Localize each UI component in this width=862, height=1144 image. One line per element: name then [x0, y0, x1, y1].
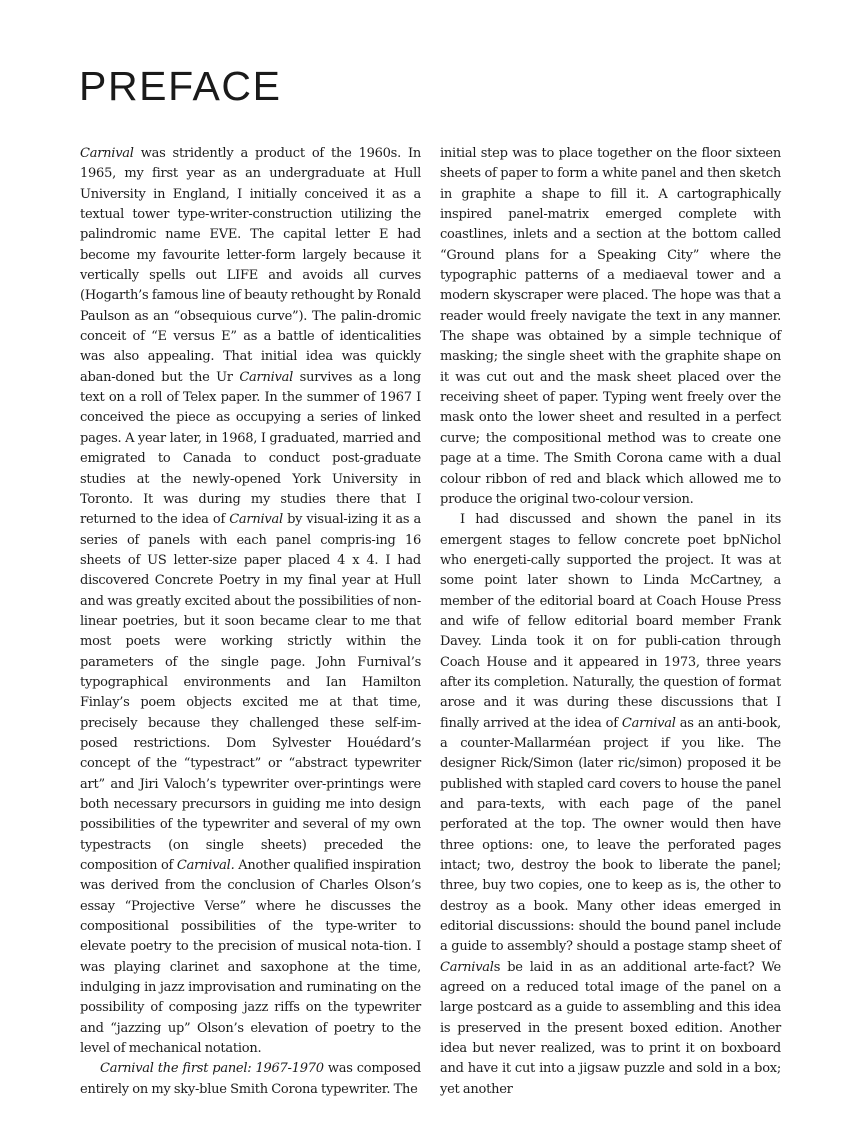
paragraph-text: survives as a long text on a roll of Telex paper. In the summer of 1967 I conceived the piece as occupying a series of linked pages. A year later, in 1968, I graduated, married and emigrated to Canada to conduct post-graduate studies at the newly-opened York University in Toronto. It was during my studies there that I returned to the idea of — [80, 369, 421, 528]
paragraph — [80, 1059, 421, 1100]
paragraph-text: s be laid in as an additional arte-fact? We agreed on a reduced total image of the panel on a large postcard as a guide to assembling and this idea is preserved in the present boxed edition. Another idea but never realized, was to print it on boxboard and have it cut into a jigsaw puzzle and sold in a box; yet another — [440, 959, 781, 1097]
paragraph-text: I had discussed and shown the panel in its emergent stages to fellow concrete poet bpNichol who energeti-cally supported the project. It was at some point later shown to Linda McCartney, a member of the editorial board at Coach House Press and wife of fellow editorial board member Frank Davey. Linda took it on for publi-cation through Coach House and it appeared in 1973, three years after its completion. Naturally, the question of format arose and it was during these discussions that I finally arrived at the idea of — [440, 512, 781, 731]
paragraph-text: by visual-izing it as a series of panels with each panel compris-ing 16 sheets of US letter-size paper placed 4 x 4. I had discovered Concrete Poetry in my final year at Hull and was greatly excited about the possibilities of non-linear poetries, but it soon became clear to me that most poets were working strictly within the parameters of the single page. John Furnival’s typographical environments and Ian Hamilton Finlay’s poem objects excited me at that time, precisely because they challenged these self-im-posed restrictions. Dom Sylvester Houédard’s concept of the “typestract” or “abstract typewriter art” and Jiri Valoch’s typewriter over-printings were both necessary precursors in guiding me into design possibilities of the typewriter and several of my own typestracts (on single sheets) preceded the composition of — [80, 512, 421, 874]
paragraph — [80, 144, 421, 1059]
page-title: PREFACE — [79, 63, 282, 109]
italic-title: Carnival — [440, 959, 494, 975]
paragraph-text: initial step was to place together on the floor sixteen sheets of paper to form a white panel and then sketch in graphite a shape to fill it. A cartographically inspired panel-matrix emerged complete with coastlines, inlets and a section at the bottom called “Ground plans for a Speaking City” where the typographic patterns of a mediaeval tower and a modern skyscraper were placed. The hope was that a reader would freely navigate the text in any manner. The shape was obtained by a simple technique of masking; the single sheet with the graphite shape on it was cut out and the mask sheet placed over the receiving sheet of paper. Typing went freely over the mask onto the lower sheet and resulted in a perfect curve; the compositional method was to create one page at a time. The Smith Corona came with a dual colour ribbon of red and black which allowed me to produce the original two-colour version. — [440, 146, 781, 507]
italic-title: Carnival — [239, 369, 294, 385]
paragraph-text: was composed entirely on my sky-blue Smith Corona typewriter. The — [80, 1061, 421, 1097]
italic-title: Carnival — [229, 512, 283, 528]
italic-title: Carnival — [80, 146, 134, 161]
italic-title: Carnival — [621, 715, 676, 731]
paragraph-text: Another qualified inspiration was derived from the conclusion of Charles Olson’s essay “Projective Verse” where he discusses the compositional possibilities of the type-writer to elevate poetry to the precision of musical nota-tion. I was playing clarinet and saxophone at the time, indulging in jazz improvisation and ruminating on the possibility of composing jazz riffs on the typewriter and “jazzing up” Olson’s elevation of poetry to the level of mechanical notation. — [80, 858, 421, 1057]
italic-title: Carnival. — [176, 858, 235, 874]
italic-title: Carnival the first panel: 1967-1970 — [100, 1061, 324, 1077]
paragraph — [440, 510, 781, 1100]
right-column — [440, 144, 781, 1100]
paragraph — [440, 144, 781, 510]
left-column — [80, 144, 421, 1100]
paragraph-text: was stridently a product of the 1960s. In 1965, my first year as an undergraduate at Hull University in England, I initially conceived it as a textual tower type-writer-construction utilizing the palindromic name EVE. The capital letter E had become my favourite letter-form largely because it vertically spells out LIFE and avoids all curves (Hogarth’s famous line of beauty rethought by Ronald Paulson as an “obsequious curve”). The palin-dromic conceit of “E versus E” as a battle of identicalities was also appealing. That initial idea was quickly aban-doned but the Ur — [80, 146, 421, 385]
paragraph-text: as an anti-book, a counter-Mallarméan project if you like. The designer Rick/Simon (later ric/simon) proposed it be published with stapled card covers to house the panel and para-texts, with each page of the panel perforated at the top. The owner would then have three options: one, to leave the perforated pages intact; two, destroy the book to liberate the panel; three, buy two copies, one to keep as is, the other to destroy as a book. Many other ideas emerged in editorial discussions: should the bound panel include a guide to assembly? should a postage stamp sheet of — [440, 715, 781, 955]
